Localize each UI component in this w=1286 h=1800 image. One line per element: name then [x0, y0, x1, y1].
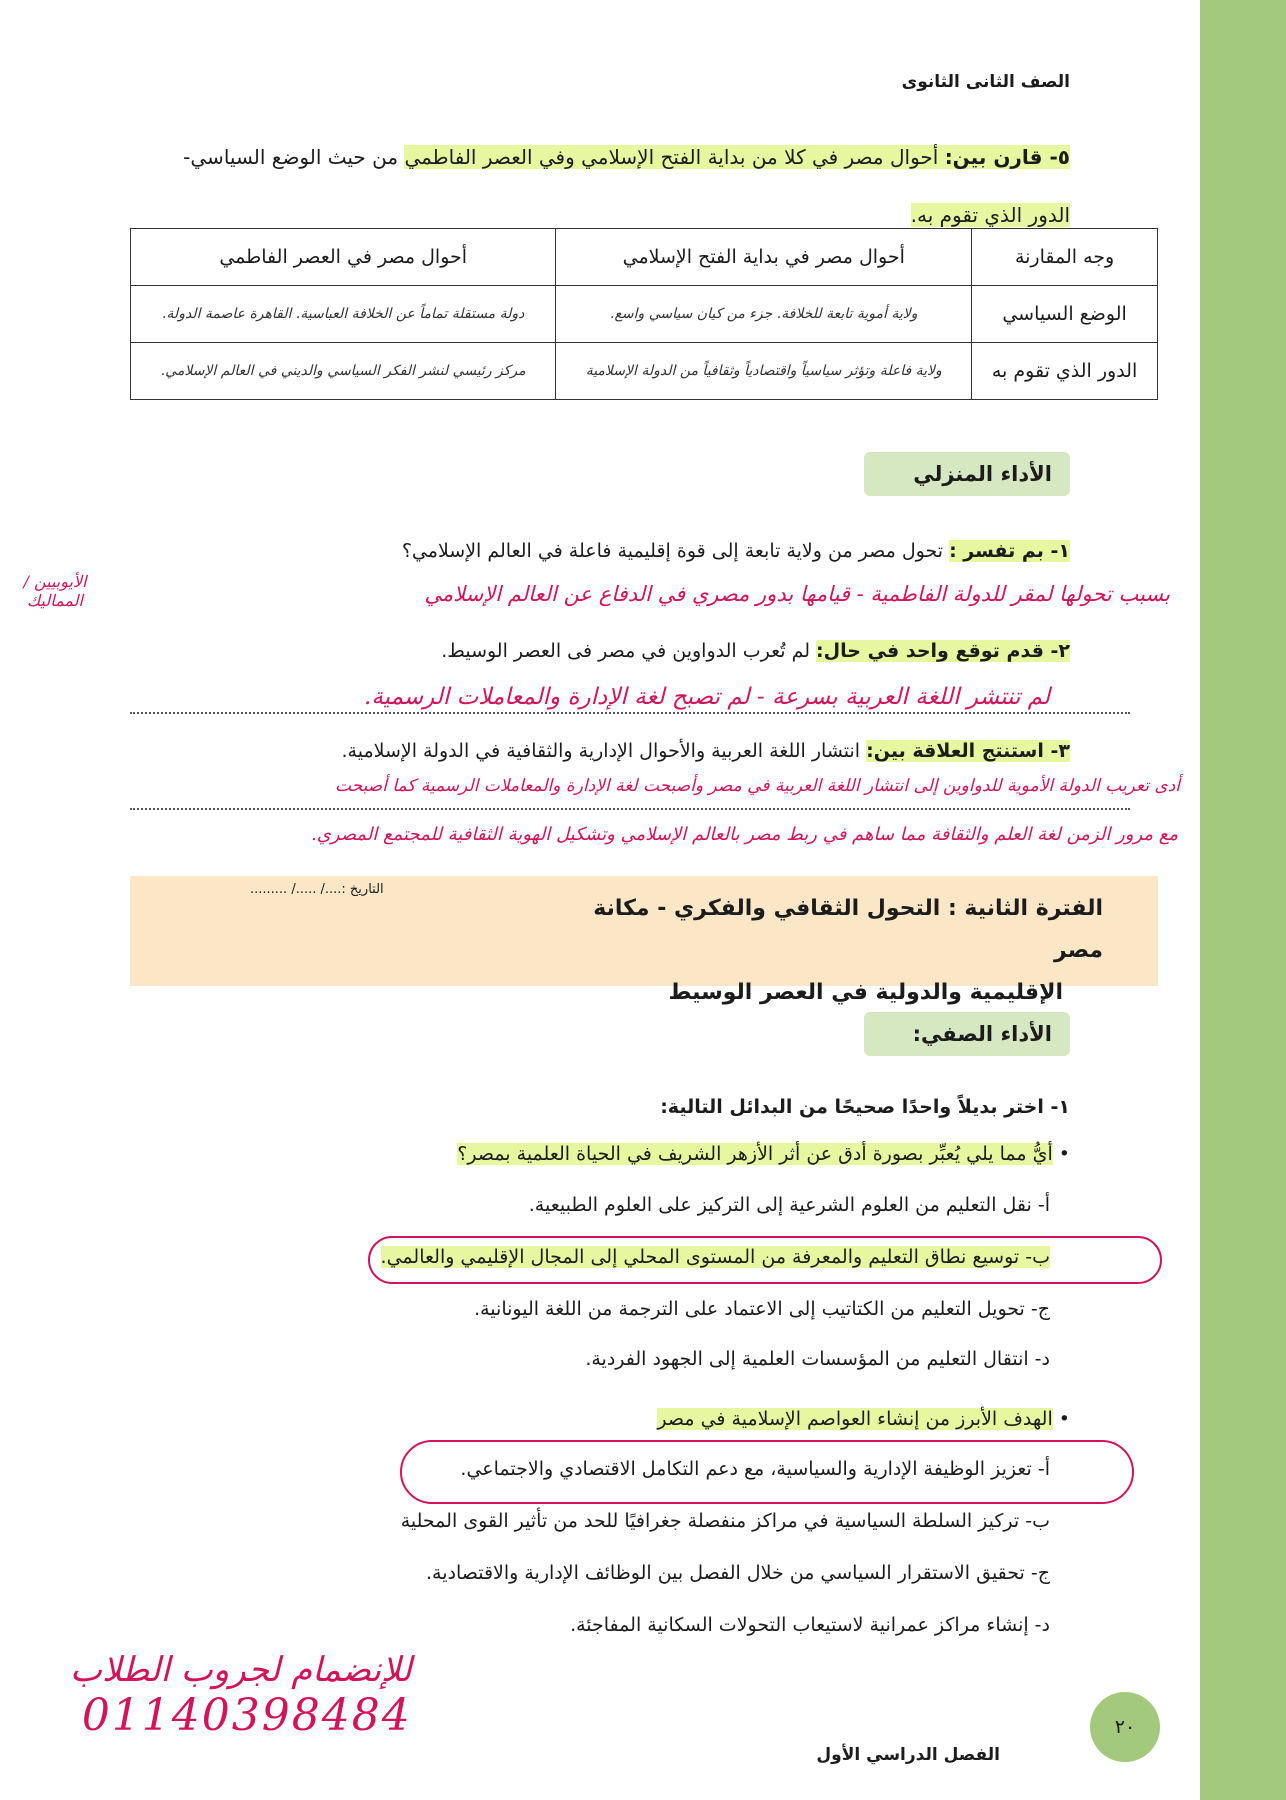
q5-line2: الدور الذي تقوم به. [910, 203, 1070, 227]
handwritten-cell: دولة مستقلة تماماً عن الخلافة العباسية. القاهرة عاصمة الدولة. [131, 286, 556, 343]
handwritten-cell: ولاية فاعلة وتؤثر سياسياً واقتصادياً وثقافياً من الدولة الإسلامية [556, 343, 972, 400]
promo-handwriting [70, 1650, 412, 1741]
row-label: الدور الذي تقوم به [972, 343, 1158, 400]
table-header: أحوال مصر في بداية الفتح الإسلامي [556, 229, 972, 286]
answer-line [130, 712, 1130, 714]
promo-line-1: للإنضمام لجروب الطلاب [70, 1650, 412, 1690]
table-row [131, 343, 1158, 400]
handwritten-answer-3-line2: مع مرور الزمن لغة العلم والثقافة مما ساهم في ربط مصر بالعالم الإسلامي وتشكيل الهوية الثقافية للمجتمع المصري. [311, 824, 1178, 845]
q5-label: ٥- قارن بين: [944, 145, 1070, 169]
class-instruction: ١- اختر بديلاً واحدًا صحيحًا من البدائل التالية: [660, 1096, 1070, 1118]
promo-phone: 01140398484 [81, 1690, 412, 1741]
side-green-bar [1200, 0, 1286, 1800]
question-5 [60, 128, 1070, 244]
comparison-table [130, 228, 1158, 400]
table-header: وجه المقارنة [972, 229, 1158, 286]
class-performance-heading: الأداء الصفي: [864, 1012, 1070, 1056]
handwritten-cell: مركز رئيسي لنشر الفكر السياسي والديني في العالم الإسلامي. [131, 343, 556, 400]
q5-text: أحوال مصر في كلا من بداية الفتح الإسلامي وفي العصر الفاطمي [404, 145, 939, 169]
table-header-row [131, 229, 1158, 286]
q5-text-rest: من حيث الوضع السياسي- [183, 145, 405, 169]
home-question-2: ٢- قدم توقع واحد في حال: لم تُعرب الدواوين في مصر فى العصر الوسيط. [441, 640, 1070, 662]
handwritten-answer-1: بسبب تحولها لمقر للدولة الفاطمية - قيامها بدور مصري في الدفاع عن العالم الإسلامي [424, 582, 1170, 606]
option-c: ج- تحقيق الاستقرار السياسي من خلال الفصل بين الوظائف الإدارية والاقتصادية. [425, 1562, 1050, 1584]
table-row [131, 286, 1158, 343]
row-label: الوضع السياسي [972, 286, 1158, 343]
table-header: أحوال مصر في العصر الفاطمي [131, 229, 556, 286]
option-b: ب- توسيع نطاق التعليم والمعرفة من المستوى المحلي إلى المجال الإقليمي والعالمي. [380, 1246, 1050, 1268]
home-question-1: ١- بم تفسر : تحول مصر من ولاية تابعة إلى قوة إقليمية فاعلة في العالم الإسلامي؟ [401, 540, 1070, 562]
option-d: د- انتقال التعليم من المؤسسات العلمية إلى الجهود الفردية. [585, 1348, 1050, 1370]
page-number: ٢٠ [1090, 1692, 1160, 1762]
option-a: أ- نقل التعليم من العلوم الشرعية إلى التركيز على العلوم الطبيعية. [528, 1194, 1050, 1216]
semester-label: الفصل الدراسي الأول [816, 1745, 1000, 1765]
option-c: ج- تحويل التعليم من الكتاتيب إلى الاعتماد على الترجمة من اللغة اليونانية. [474, 1298, 1050, 1320]
handwritten-answer-2: لم تنتشر اللغة العربية بسرعة - لم تصبح لغة الإدارة والمعاملات الرسمية. [364, 684, 1050, 710]
option-a: أ- تعزيز الوظيفة الإدارية والسياسية، مع دعم التكامل الاقتصادي والاجتماعي. [460, 1458, 1050, 1480]
option-d: د- إنشاء مراكز عمرانية لاستيعاب التحولات السكانية المفاجئة. [570, 1614, 1050, 1636]
mcq-question-1: • أيُّ مما يلي يُعبِّر بصورة أدق عن أثر الأزهر الشريف في الحياة العلمية بمصر؟ [457, 1143, 1070, 1165]
period-banner [130, 876, 1158, 1005]
handwritten-answer-1-note: الأيوبيين / المماليك [23, 572, 87, 610]
mcq-question-2: • الهدف الأبرز من إنشاء العواصم الإسلامية في مصر [657, 1408, 1070, 1430]
home-question-3: ٣- استنتج العلاقة بين: انتشار اللغة العربية والأحوال الإدارية والثقافية في الدولة الإسلامية. [341, 740, 1070, 762]
grade-label: الصف الثانى الثانوى [901, 72, 1070, 92]
handwritten-cell: ولاية أموية تابعة للخلافة. جزء من كيان سياسي واسع. [556, 286, 972, 343]
answer-line [130, 808, 1130, 810]
date-field: التاريخ :..../ ...../ ......... [250, 882, 384, 897]
home-performance-heading: الأداء المنزلي [864, 452, 1070, 496]
period-title: الفترة الثانية : التحول الثقافي والفكري - مكانة مصر الإقليمية والدولية في العصر الوسيط [593, 896, 1103, 1005]
option-b: ب- تركيز السلطة السياسية في مراكز منفصلة جغرافيًا للحد من تأثير القوى المحلية [400, 1510, 1050, 1532]
handwritten-answer-3-line1: أدى تعريب الدولة الأموية للدواوين إلى انتشار اللغة العربية في مصر وأصبحت لغة الإدارة والمعاملات الرسمية كما أصبحت [335, 776, 1180, 796]
